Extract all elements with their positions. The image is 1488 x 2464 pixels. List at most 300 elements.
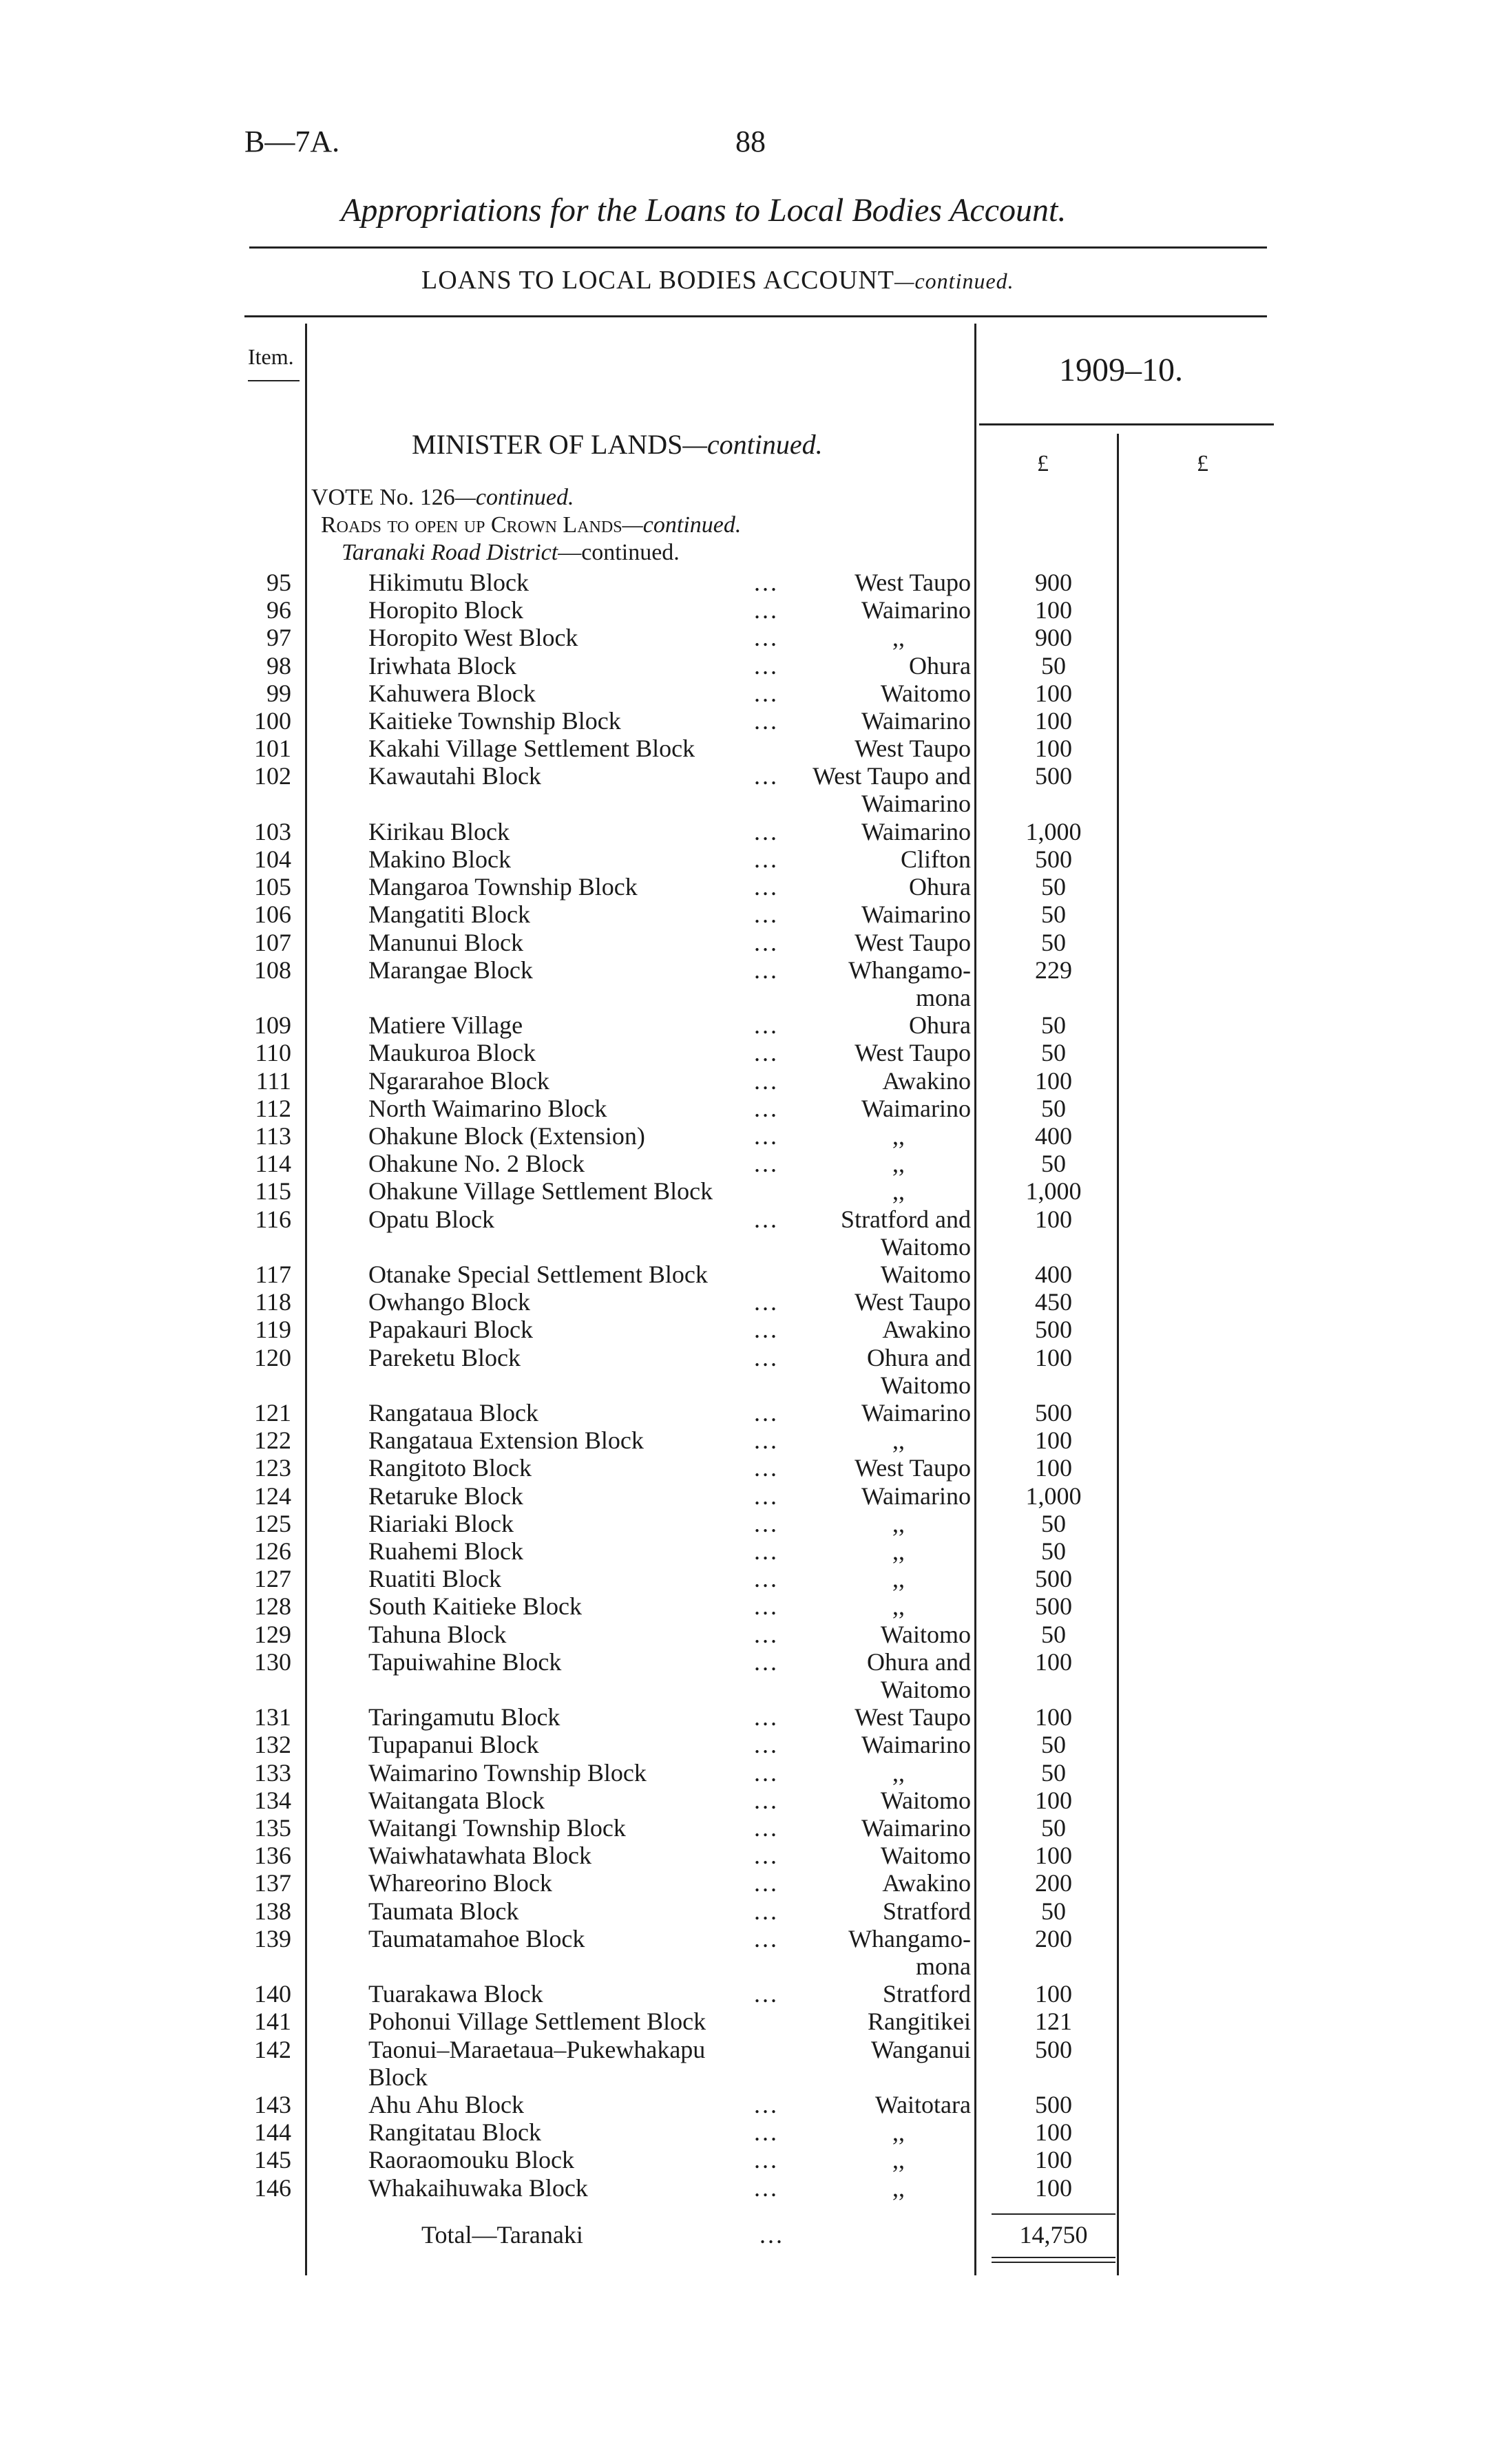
amount: 500	[1035, 2091, 1072, 2118]
block-name: Rangitatau Block	[368, 2118, 541, 2146]
block-name: Tuarakawa Block	[368, 1980, 543, 2008]
amount: 50	[1041, 1731, 1066, 1758]
block-name: Horopito West Block	[368, 624, 578, 651]
block-name: Mangaroa Township Block	[368, 873, 638, 901]
district-name: Ohura and	[867, 1648, 971, 1676]
block-name: Taonui–Maraetaua–Pukewhakapu	[368, 2036, 706, 2063]
vote-title: VOTE No. 126	[311, 485, 455, 510]
district-name: Waitomo	[880, 680, 971, 707]
district-name: Waimarino	[861, 707, 971, 735]
district-name: ,,	[892, 1565, 905, 1592]
vote-heading	[311, 485, 574, 511]
amount: 100	[1035, 596, 1072, 624]
block-name: Marangae Block	[368, 956, 533, 984]
amount: 500	[1035, 762, 1072, 790]
block-name: Rangataua Extension Block	[368, 1426, 644, 1454]
amount: 400	[1035, 1122, 1072, 1150]
block-name: Makino Block	[368, 845, 511, 873]
leader-dots: ...	[754, 1537, 779, 1565]
district-name: Waimarino	[861, 596, 971, 624]
amount: 121	[1035, 2008, 1072, 2035]
table-row	[0, 2174, 1488, 2202]
district-name: Whangamo-	[848, 956, 971, 984]
amount: 50	[1041, 1011, 1066, 1039]
table-row	[0, 1537, 1488, 1565]
district-name: Clifton	[900, 845, 971, 873]
block-name: Riariaki Block	[368, 1510, 514, 1537]
roads-heading	[321, 512, 741, 538]
table-row	[0, 596, 1488, 624]
leader-dots: ...	[754, 1067, 779, 1095]
table-row	[0, 2146, 1488, 2173]
amount: 450	[1035, 1288, 1072, 1316]
item-number: 130	[254, 1648, 291, 1676]
block-name: Kirikau Block	[368, 818, 510, 845]
table-row	[0, 707, 1488, 735]
leader-dots: ...	[754, 1980, 779, 2008]
table-row	[0, 1980, 1488, 2008]
leader-dots: ...	[754, 1039, 779, 1066]
table-row	[0, 1842, 1488, 1869]
table-row	[0, 1288, 1488, 1316]
table-row	[0, 1316, 1488, 1343]
item-number: 97	[266, 624, 291, 651]
district-name: Waitomo	[880, 1371, 971, 1399]
leader-dots: ...	[754, 762, 779, 790]
item-number: 114	[255, 1150, 291, 1177]
leader-dots: ...	[754, 1814, 779, 1842]
district-name: Awakino	[882, 1869, 971, 1897]
district-name: West Taupo	[855, 1039, 971, 1066]
table-row	[0, 1621, 1488, 1648]
table-row	[0, 2091, 1488, 2118]
amount: 100	[1035, 1426, 1072, 1454]
item-number: 122	[254, 1426, 291, 1454]
item-number: 126	[254, 1537, 291, 1565]
block-name: Ahu Ahu Block	[368, 2091, 525, 2118]
table-row	[0, 873, 1488, 901]
district-name: Ohura	[909, 873, 971, 901]
page-number: 88	[735, 125, 766, 158]
block-name: Ohakune Block (Extension)	[368, 1122, 645, 1150]
district-name: ,,	[892, 1426, 905, 1454]
leader-dots: ...	[754, 1122, 779, 1150]
amount: 100	[1035, 1454, 1072, 1482]
district-name: Waitomo	[880, 1842, 971, 1869]
leader-dots: ...	[754, 1510, 779, 1537]
item-number: 119	[255, 1316, 291, 1343]
item-number: 108	[254, 956, 291, 984]
table-row	[0, 1592, 1488, 1620]
item-number: 134	[254, 1787, 291, 1814]
table-row	[0, 1565, 1488, 1592]
leader-dots: ...	[754, 2091, 779, 2118]
district-name: West Taupo	[855, 735, 971, 762]
amount: 100	[1035, 1344, 1072, 1371]
table-row	[0, 1731, 1488, 1758]
leader-dots: ...	[754, 2118, 779, 2146]
amount: 50	[1041, 1814, 1066, 1842]
table-row	[0, 1122, 1488, 1150]
district-name: Waitomo	[880, 1676, 971, 1703]
table-row	[0, 845, 1488, 873]
table-row	[0, 1869, 1488, 1897]
block-name-continued: Block	[368, 2063, 428, 2091]
block-name: Rangataua Block	[368, 1399, 538, 1426]
leader-dots: ...	[754, 1648, 779, 1676]
district-name: Ohura	[909, 1011, 971, 1039]
item-number: 132	[254, 1731, 291, 1758]
amount: 100	[1035, 680, 1072, 707]
block-name: Waitangi Township Block	[368, 1814, 626, 1842]
table-row	[0, 1150, 1488, 1177]
leader-dots: ...	[754, 1205, 779, 1233]
amount: 1,000	[1025, 1177, 1082, 1205]
leader-dots: ...	[754, 2174, 779, 2202]
page-reference: B—7A.	[244, 125, 340, 158]
item-number: 110	[255, 1039, 291, 1066]
leader-dots: ...	[754, 624, 779, 651]
district-name: Whangamo-	[848, 1925, 971, 1952]
item-number: 125	[254, 1510, 291, 1537]
item-number: 101	[254, 735, 291, 762]
amount: 50	[1041, 652, 1066, 680]
table-row	[0, 1067, 1488, 1095]
leader-dots: ...	[754, 1787, 779, 1814]
leader-dots: ...	[754, 1482, 779, 1510]
item-number: 142	[254, 2036, 291, 2063]
block-name: Waiwhatawhata Block	[368, 1842, 591, 1869]
item-number: 143	[254, 2091, 291, 2118]
amount: 100	[1035, 1205, 1072, 1233]
rule-under-heading	[244, 315, 1267, 317]
table-row	[0, 1344, 1488, 1399]
block-name: Retaruke Block	[368, 1482, 523, 1510]
currency-symbol-2: £	[1197, 451, 1208, 476]
amount: 50	[1041, 1759, 1066, 1787]
block-name: Taumata Block	[368, 1897, 519, 1925]
block-name: Raoraomouku Block	[368, 2146, 574, 2173]
table-row	[0, 735, 1488, 762]
item-number: 146	[254, 2174, 291, 2202]
block-name: Owhango Block	[368, 1288, 530, 1316]
item-column-header: Item.	[248, 344, 294, 369]
item-number: 129	[254, 1621, 291, 1648]
item-number: 107	[254, 929, 291, 956]
item-number: 131	[254, 1703, 291, 1731]
item-number: 103	[254, 818, 291, 845]
amount: 50	[1041, 901, 1066, 928]
leader-dots: ...	[754, 1759, 779, 1787]
block-name: Kahuwera Block	[368, 680, 536, 707]
amount: 50	[1041, 929, 1066, 956]
amount: 100	[1035, 1703, 1072, 1731]
district-name: Waitotara	[874, 2091, 971, 2118]
item-number: 117	[255, 1261, 291, 1288]
block-name: Rangitoto Block	[368, 1454, 532, 1482]
minister-suffix: —continued.	[682, 429, 823, 460]
block-name: Kakahi Village Settlement Block	[368, 735, 695, 762]
block-name: Waitangata Block	[368, 1787, 545, 1814]
leader-dots: ...	[754, 680, 779, 707]
amount: 900	[1035, 624, 1072, 651]
block-name: North Waimarino Block	[368, 1095, 607, 1122]
block-name: Mangatiti Block	[368, 901, 530, 928]
item-number: 99	[266, 680, 291, 707]
block-name: Hikimutu Block	[368, 569, 529, 596]
leader-dots: ...	[754, 652, 779, 680]
district-name: Awakino	[882, 1316, 971, 1343]
amount: 100	[1035, 1787, 1072, 1814]
item-number: 115	[255, 1177, 291, 1205]
total-rule-bottom-1	[992, 2257, 1115, 2258]
table-row	[0, 624, 1488, 651]
item-number: 118	[255, 1288, 291, 1316]
leader-dots: ...	[754, 1592, 779, 1620]
block-name: Opatu Block	[368, 1205, 494, 1233]
leader-dots: ...	[754, 845, 779, 873]
table-row	[0, 1454, 1488, 1482]
item-number: 136	[254, 1842, 291, 1869]
district-name: Waimarino	[861, 1731, 971, 1758]
block-name: Ngararahoe Block	[368, 1067, 549, 1095]
year-column-header: 1909–10.	[1059, 352, 1183, 388]
amount: 50	[1041, 1510, 1066, 1537]
block-name: Maukuroa Block	[368, 1039, 536, 1066]
item-number: 109	[254, 1011, 291, 1039]
district-name: Awakino	[882, 1067, 971, 1095]
amount: 50	[1041, 1095, 1066, 1122]
block-name: Pohonui Village Settlement Block	[368, 2008, 706, 2035]
table-row	[0, 2036, 1488, 2091]
amount: 100	[1035, 2146, 1072, 2173]
amount: 500	[1035, 2036, 1072, 2063]
amount: 100	[1035, 2118, 1072, 2146]
table-row	[0, 901, 1488, 928]
block-name: Tapuiwahine Block	[368, 1648, 562, 1676]
leader-dots: ...	[754, 2146, 779, 2173]
table-row	[0, 1011, 1488, 1039]
district-name: Rangitikei	[868, 2008, 971, 2035]
district-name: West Taupo	[855, 1703, 971, 1731]
table-row	[0, 1399, 1488, 1426]
block-name: Whakaihuwaka Block	[368, 2174, 588, 2202]
block-name: Tahuna Block	[368, 1621, 507, 1648]
district-name: ,,	[892, 624, 905, 651]
item-number: 127	[254, 1565, 291, 1592]
leader-dots: ...	[754, 956, 779, 984]
item-number: 104	[254, 845, 291, 873]
amount: 1,000	[1025, 818, 1082, 845]
item-number: 145	[254, 2146, 291, 2173]
item-number: 123	[254, 1454, 291, 1482]
amount: 50	[1041, 873, 1066, 901]
block-name: Taumatamahoe Block	[368, 1925, 585, 1952]
total-rule-bottom-2	[992, 2262, 1115, 2263]
leader-dots: ...	[754, 1621, 779, 1648]
total-rule-top	[992, 2213, 1115, 2215]
item-number: 105	[254, 873, 291, 901]
leader-dots: ...	[754, 1731, 779, 1758]
item-header-rule	[248, 380, 300, 381]
amount: 500	[1035, 1316, 1072, 1343]
account-heading	[421, 265, 1014, 295]
district-name: mona	[916, 1952, 971, 1980]
district-name: Wanganui	[870, 2036, 971, 2063]
district-name: Waimarino	[861, 1482, 971, 1510]
item-number: 113	[255, 1122, 291, 1150]
vote-suffix: —continued.	[454, 485, 574, 510]
table-row	[0, 1482, 1488, 1510]
block-name: Iriwhata Block	[368, 652, 516, 680]
leader-dots: ...	[754, 1426, 779, 1454]
leader-dots: ...	[754, 1897, 779, 1925]
leader-dots: ...	[754, 1869, 779, 1897]
account-title: LOANS TO LOCAL BODIES ACCOUNT	[421, 266, 895, 295]
amount: 500	[1035, 1399, 1072, 1426]
item-number: 140	[254, 1980, 291, 2008]
block-name: South Kaitieke Block	[368, 1592, 582, 1620]
block-name: Ruahemi Block	[368, 1537, 523, 1565]
district-name: Waimarino	[861, 1399, 971, 1426]
district-name: West Taupo	[855, 1288, 971, 1316]
amount: 100	[1035, 1067, 1072, 1095]
amount: 100	[1035, 2174, 1072, 2202]
table-row	[0, 2008, 1488, 2035]
amount: 50	[1041, 1621, 1066, 1648]
leader-dots: ...	[754, 1095, 779, 1122]
leader-dots: ...	[754, 1344, 779, 1371]
item-number: 144	[254, 2118, 291, 2146]
leader-dots: ...	[754, 707, 779, 735]
district-name: Waimarino	[861, 790, 971, 817]
page-title: Appropriations for the Loans to Local Bodies Account.	[341, 192, 1067, 229]
district-name: Stratford	[883, 1897, 971, 1925]
block-name: Kawautahi Block	[368, 762, 541, 790]
district-name: Ohura and	[867, 1344, 971, 1371]
district-name: Waimarino	[861, 1095, 971, 1122]
block-name: Kaitieke Township Block	[368, 707, 621, 735]
item-number: 139	[254, 1925, 291, 1952]
item-number: 133	[254, 1759, 291, 1787]
district-name: Stratford and	[841, 1205, 971, 1233]
block-name: Ohakune No. 2 Block	[368, 1150, 585, 1177]
district-name: Waitomo	[880, 1233, 971, 1261]
item-number: 124	[254, 1482, 291, 1510]
item-number: 116	[255, 1205, 291, 1233]
amount: 100	[1035, 1980, 1072, 2008]
table-row	[0, 818, 1488, 845]
leader-dots: ...	[754, 901, 779, 928]
block-name: Tupapanui Block	[368, 1731, 539, 1758]
table-row	[0, 1426, 1488, 1454]
total-label: Total—Taranaki	[421, 2221, 583, 2249]
leader-dots: ...	[754, 1454, 779, 1482]
minister-title: MINISTER OF LANDS	[412, 429, 683, 460]
district-name: West Taupo	[855, 1454, 971, 1482]
amount: 229	[1035, 956, 1072, 984]
table-row	[0, 1261, 1488, 1288]
item-number: 112	[255, 1095, 291, 1122]
amount: 400	[1035, 1261, 1072, 1288]
amount: 100	[1035, 707, 1072, 735]
item-number: 96	[266, 596, 291, 624]
district-title: Taranaki Road District	[342, 540, 558, 565]
amount: 500	[1035, 1592, 1072, 1620]
item-number: 128	[254, 1592, 291, 1620]
district-name: ,,	[892, 1510, 905, 1537]
district-suffix: —continued.	[558, 540, 680, 565]
district-name: West Taupo	[855, 569, 971, 596]
item-number: 111	[255, 1067, 291, 1095]
block-name: Otanake Special Settlement Block	[368, 1261, 708, 1288]
table-row	[0, 680, 1488, 707]
leader-dots: ...	[754, 1925, 779, 1952]
district-name: ,,	[892, 2146, 905, 2173]
roads-suffix: —continued.	[622, 512, 742, 538]
district-name: ,,	[892, 1122, 905, 1150]
table-row	[0, 2118, 1488, 2146]
amount: 50	[1041, 1897, 1066, 1925]
item-number: 138	[254, 1897, 291, 1925]
table-row	[0, 1648, 1488, 1703]
block-name: Matiere Village	[368, 1011, 523, 1039]
district-name: West Taupo	[855, 929, 971, 956]
leader-dots: ...	[754, 596, 779, 624]
district-name: mona	[916, 984, 971, 1011]
district-name: Waimarino	[861, 1814, 971, 1842]
item-number: 102	[254, 762, 291, 790]
table-row	[0, 569, 1488, 596]
block-name: Pareketu Block	[368, 1344, 521, 1371]
item-number: 98	[266, 652, 291, 680]
table-row	[0, 1814, 1488, 1842]
district-name: ,,	[892, 1592, 905, 1620]
year-header-rule	[979, 423, 1274, 425]
item-number: 100	[254, 707, 291, 735]
total-amount: 14,750	[1019, 2221, 1088, 2249]
leader-dots: ...	[754, 1011, 779, 1039]
leader-dots: ...	[754, 1703, 779, 1731]
district-name: Ohura	[909, 652, 971, 680]
amount: 900	[1035, 569, 1072, 596]
currency-symbol-1: £	[1037, 451, 1049, 476]
amount: 50	[1041, 1039, 1066, 1066]
block-name: Horopito Block	[368, 596, 523, 624]
item-number: 141	[254, 2008, 291, 2035]
table-row	[0, 1095, 1488, 1122]
district-name: Stratford	[883, 1980, 971, 2008]
block-name: Manunui Block	[368, 929, 523, 956]
leader-dots: ...	[754, 1565, 779, 1592]
amount: 200	[1035, 1925, 1072, 1952]
table-row	[0, 1205, 1488, 1261]
leader-dots: ...	[754, 1399, 779, 1426]
block-name: Ruatiti Block	[368, 1565, 501, 1592]
block-name: Papakauri Block	[368, 1316, 533, 1343]
table-row	[0, 1897, 1488, 1925]
table-row	[0, 929, 1488, 956]
district-name: ,,	[892, 2118, 905, 2146]
district-name: Waimarino	[861, 818, 971, 845]
amount: 500	[1035, 1565, 1072, 1592]
roads-title: Roads to open up Crown Lands	[321, 512, 622, 538]
leader-dots: ...	[754, 929, 779, 956]
district-name: Waitomo	[880, 1621, 971, 1648]
leader-dots: ...	[754, 818, 779, 845]
block-name: Ohakune Village Settlement Block	[368, 1177, 713, 1205]
district-name: Waitomo	[880, 1787, 971, 1814]
